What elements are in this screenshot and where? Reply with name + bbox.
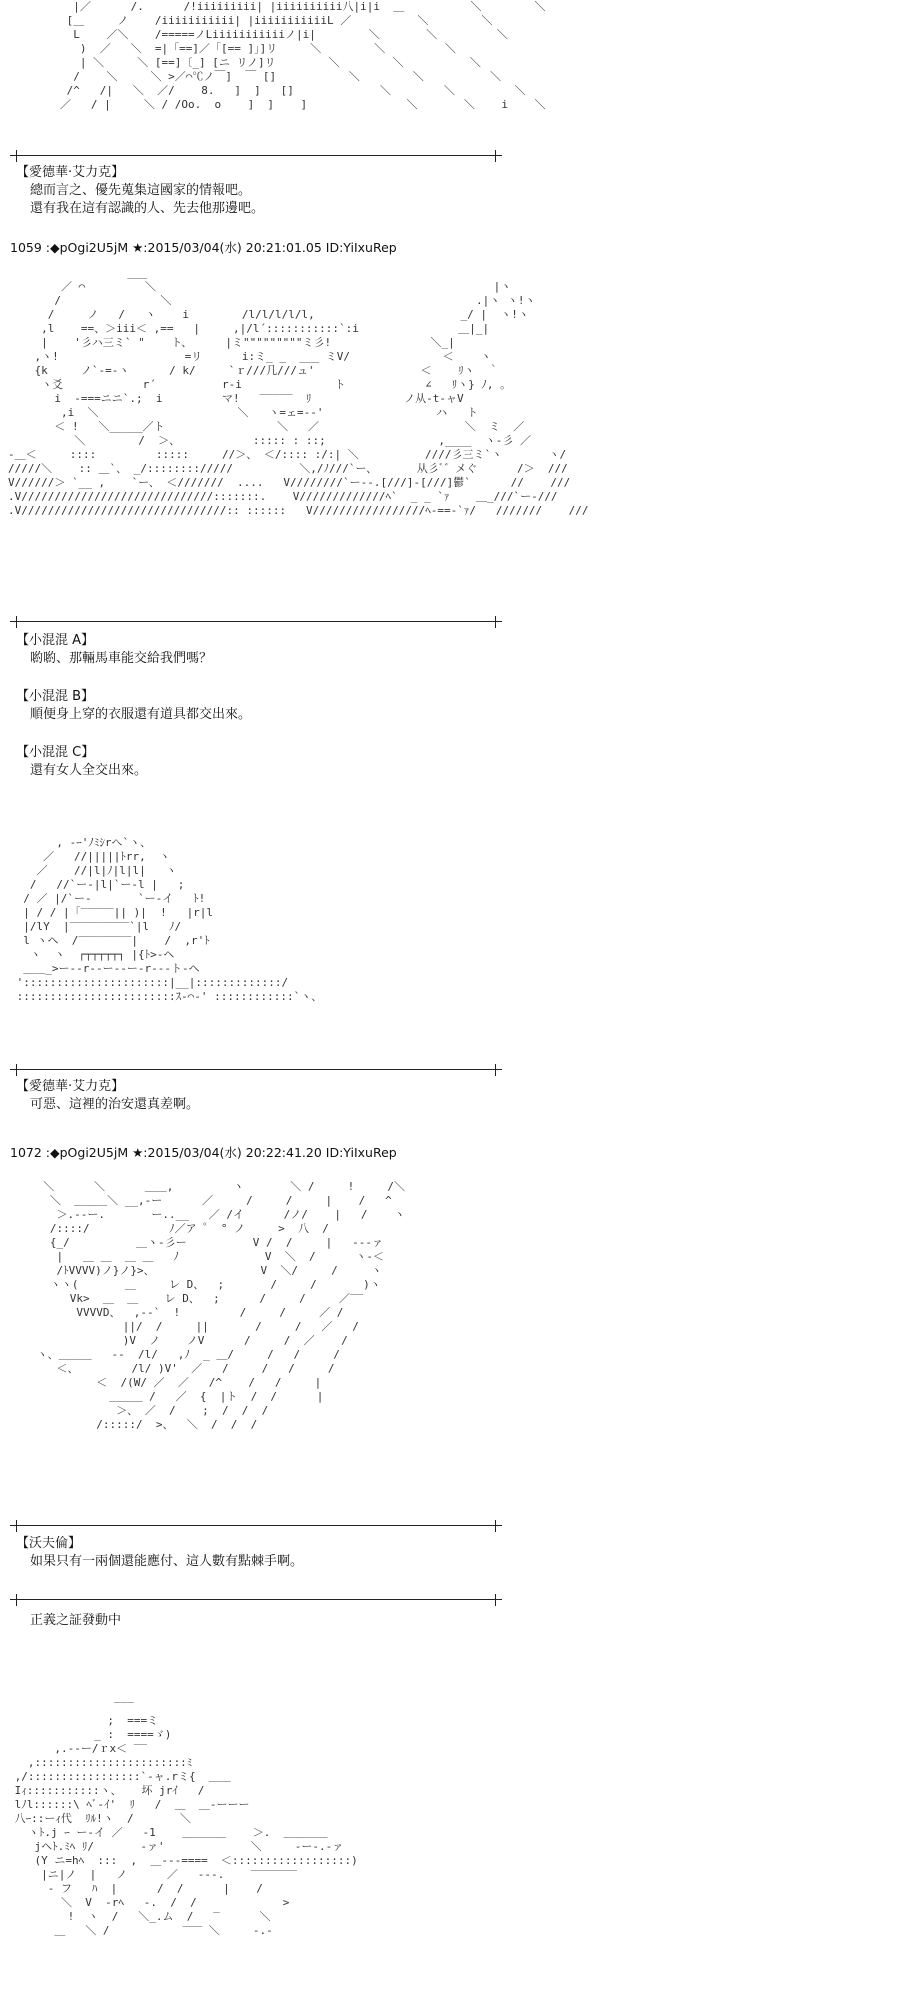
ascii-art-wolfram-beast: ＼ ＼ ＿＿, ヽ ＼ / ! /＼ ＼ ＿＿＿＼ __,‐ー ／ / / | / ^ ＞.‐‐ー. ー..__ ／ /イ /ノ/ | / ヽ /::::/ ﾉ／ア ゜ ° ノ > 八 / {_/ ＿ヽ-彡ー V / / | ‐‐-ァ | ＿ ＿ ＿ ＿ ﾉ V ＼ / ヽ-＜ /ﾄVVVV)ノ}ノ}>、 V ＼/ / ヽ ヽヽ( ＿ レ D、 ; / / )ヽ Vk> ＿ ＿ レ D、 ; / / ／‾‾ VVVVD、 ,--` ! / / ／ / ||/ / || / / ／ / )V ノ ノV / / ／ / ヽ、＿＿＿ ‐- /l/ ,ﾉ _ ＿/ / / / ＜、 /l/ )V' ／ / / / / ＜ /(W/ ／ ／ /^ / / | ＿＿＿ / ／ { |ト / / | ＞、 ／ / ; / / / /:::::/ >、 ＼ / / / bbox=[36, 1180, 406, 1431]
ascii-art-top-scene: |／ /. /!iiiiiiiii| |iiiiiiiiii八|i|i ＿ ＼ ＼ [＿ ノ /iiiiiiiiiii| |iiiiiiiiiiiL ／ ＼ ＼ L ／＼ /=====ノLiiiiiiiiiiiノ|i| ＼ ＼ ＼ ) ／ ＼ =|「==]／「[== ]」]リ ＼ ＼ ＼ | ＼ ＼ [==]〔_] [ニ リノ]リ ＼ ＼ ＼ / ＼ ＼ >／⌒℃ノ￣] ￣ [] ＼ ＼ ＼ /^ /| ＼ ／/ 8. ] ] [] ＼ ＼ ＼ ／ / | ＼ / /Oo. o ] ] ] ＼ ＼ i ＼ bbox=[60, 0, 546, 111]
section-divider bbox=[10, 148, 502, 164]
ascii-art-three-thugs: ___ ／ ⌒ ＼ |ヽ / ＼ .|ヽ ヽ!ヽ / ノ / ヽ i /l/l/l/l/l, _/ | ヽ!ヽ ,l ==、＞iii＜ ,== | ,|/l´:::::::::::`:i ＿|_| | '彡ハ三ミ` " ト、 |ミ"""""""""ミ彡! ＼_| ,ヽ! =リ i:ミ_ _ ___ ミV/ ＜ ヽ {k ノ`-=-ヽ / k/ `ｒ///几///ュ' ＜ ﾘヽ ｀ ヽ爻 r´ r-i ト ∠ ﾘヽ} ﾉ, 。 i -===ニニ`.; i マ! ‾‾‾‾‾ ﾘ ノ从-t-ャV ,i ＼ ＼ ヽ=ェ=--' ハ ト ＜ ! ＼_____／ト ＼ ／ ＼ ミ ／ ＼ / ＞、 ::::: : ::; ,____ ヽ-彡 ／ -＿＜ :::: ::::: //＞、 ＜/:::: :/:| ＼ ////彡三ミ`ヽ ヽ/ /////＼ :: ＿`、 _/::::::::///// ＼,/ﾉ///`ー、 从彡ﾞ゛メぐ /＞ /// V//////＞ `__ , `ー、 ＜/////// .... V////////`ー--.[///]-[///]鬱` // /// .V/////////////////////////////:::::::. V/////////////ﾍ` _ _ `ｧ ＿_///`ー-/// .V///////////////////////////////:: :::::: V/////////////////ﾍ-==-`ｧ/ /////// /// bbox=[8, 266, 589, 517]
dialogue-block bbox=[16, 688, 251, 724]
speaker-name: 【愛德華·艾力克】 bbox=[16, 165, 125, 180]
effect-caption: 正義之証發動中 bbox=[30, 1613, 122, 1628]
dialogue-line: 順便身上穿的衣服還有道具都交出來。 bbox=[30, 707, 252, 722]
section-divider bbox=[10, 1518, 502, 1534]
dialogue-line: 還有女人全交出來。 bbox=[30, 763, 148, 778]
speaker-name: 【愛德華·艾力克】 bbox=[16, 1079, 125, 1094]
ascii-art-crouching-figure: ‾‾‾ ; ===ミ _ : ====ゞ) ,.‐‐ー/ｒx＜ ‾‾ ,:::::::::::::::::::::::ﾐ ,/:::::::::::::::::`-ャ.rミ{ ＿＿ Iｨ:::::::::::ヽ、 坏 jrｲ / lﾉl::::::\ ﾍﾞ-ｲ' ﾘ / ＿ ＿‐ーーー 八ｰ::ーｨ代 ﾘﾙ!ヽ / ＼ ヽﾄ.j ｰ ー-イ ／ -1 ＿＿＿＿ ＞. ＿＿＿＿ jヘﾄ.ﾐﾍ ﾘ/ ‐ァ' ＼ ‐ー‐.‐ァ (Y ニ=hﾍ ::: , ＿‐-‐==== ＜::::::::::::::::::) |ニ|ノ | ノ ／ ‐‐‐. ‾‾‾‾‾‾‾ ‐ フ ﾊ | / / | / ＼ V -rﾍ ‐. / / > ! ヽ / ＼_.ム / ‾ ＼ ＿ ＼ / ‾‾‾ ＼ ‐.‐ bbox=[14, 1700, 358, 1937]
dialogue-line: 喲喲、那輛馬車能交給我們嗎？ bbox=[30, 651, 213, 666]
dialogue-line: 總而言之、優先蒐集這國家的情報吧。 bbox=[30, 183, 252, 198]
post-header: 1059 :◆pOgi2U5jM ★:2015/03/04(水) 20:21:01.05 ID:YiIxuRep bbox=[10, 240, 397, 255]
dialogue-block bbox=[16, 632, 212, 668]
ascii-art-edward-face: , -ｰ'ﾉﾐｼrへ`ヽ、 ／ //|||||ﾄrr, ヽ ／ //|l|ﾉ|l|l| ヽ / //`ー-|l|`ー-l | ; / ／ |/`ー- `ー-イ ﾄ! | / / |「‾‾‾‾‾|| )| ! |r|l |/lY |‾‾‾‾‾‾‾‾‾`|l ﾉ/ l ヽヘ /‾‾‾‾‾‾‾‾| / ,r'ﾄ ヽ ヽ ┌┬┬┬┬┬┐ |{ﾄ>-ヘ ＿＿_>ー‐-r‐‐ー‐‐ー‐r‐-‐ト-ヘ '::::::::::::::::::::::|__|:::::::::::::/ ::::::::::::::::::::::::ｽ-⌒-' ::::::::::::`ヽ、 bbox=[16, 836, 323, 1003]
post-header: 1072 :◆pOgi2U5jM ★:2015/03/04(水) 20:22:41.20 ID:YiIxuRep bbox=[10, 1145, 397, 1160]
dialogue-block bbox=[16, 164, 264, 218]
speaker-name: 【小混混 A】 bbox=[16, 633, 95, 648]
dialogue-line: 還有我在這有認識的人、先去他那邊吧。 bbox=[30, 201, 265, 216]
speaker-name: 【小混混 B】 bbox=[16, 689, 95, 704]
dialogue-block bbox=[16, 744, 147, 780]
dialogue-block bbox=[16, 1535, 303, 1571]
dialogue-line: 可惡、這裡的治安還真差啊。 bbox=[30, 1097, 200, 1112]
section-divider bbox=[10, 614, 502, 630]
section-divider bbox=[10, 1062, 502, 1078]
dialogue-line: 如果只有一兩個還能應付、這人數有點棘手啊。 bbox=[30, 1554, 304, 1569]
speaker-name: 【沃夫倫】 bbox=[16, 1536, 82, 1551]
section-divider bbox=[10, 1592, 502, 1608]
speaker-name: 【小混混 C】 bbox=[16, 745, 95, 760]
dialogue-block bbox=[16, 1078, 199, 1114]
